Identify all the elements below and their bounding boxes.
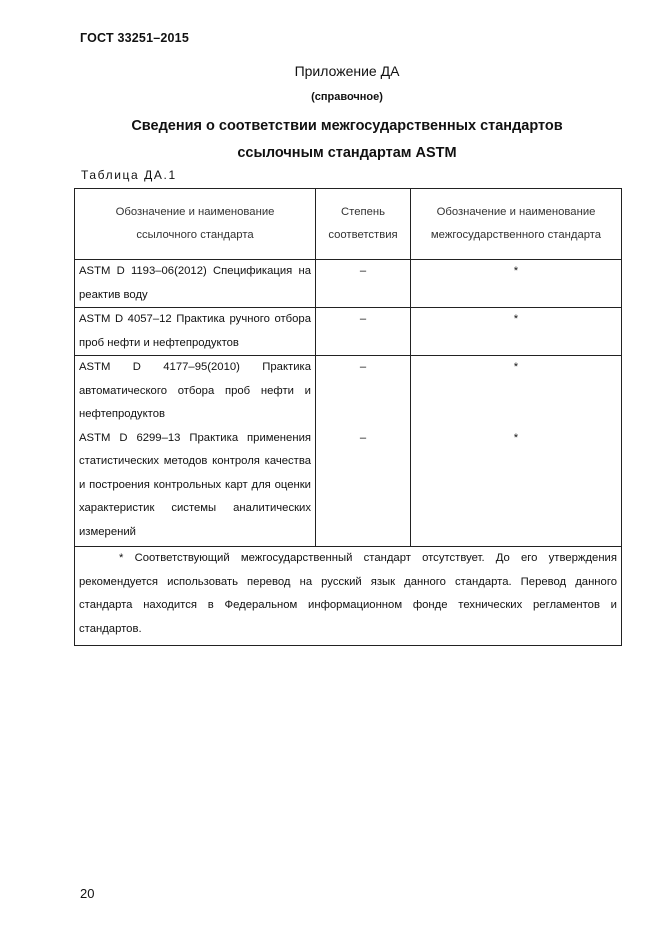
table-header-row [75,189,622,260]
row-degree: – [316,260,411,308]
row-interstate-standard: * [411,427,622,547]
table-caption: Таблица ДА.1 [81,168,177,182]
table-row [75,260,622,308]
row-referenced-standard: ASTM D 4057–12 Практика ручного отбора проб нефти и нефтепродуктов [75,308,316,356]
appendix-heading-line-2: ссылочным стандартам ASTM [237,145,457,161]
header-degree: Степень соответствия [316,189,411,260]
row-referenced-standard: ASTM D 4177–95(2010) Практика автоматического отбора проб нефти и нефтепродуктов [75,356,316,427]
table-row [75,308,622,356]
table-footnote-row [75,547,622,646]
table-footnote: * Соответствующий межгосударственный стандарт отсутствует. До его утверждения рекомендуется использовать перевод на русский язык данного стандарта. Перевод данного стандарта находится в Федеральном информационном фонде технических регламентов и стандартов. [75,547,622,646]
row-interstate-standard: * [411,308,622,356]
table-row [75,427,622,547]
row-degree: – [316,427,411,547]
row-referenced-standard: ASTM D 6299–13 Практика применения статистических методов контроля качества и построения контрольных карт для оценки характеристик системы аналитических измерений [75,427,316,547]
header-interstate-standard: Обозначение и наименование межгосударственного стандарта [411,189,622,260]
appendix-title: Приложение ДА [294,63,400,79]
row-referenced-standard: ASTM D 1193–06(2012) Спецификация на реактив воду [75,260,316,308]
correspondence-table [74,188,622,646]
appendix-heading [0,113,662,167]
row-interstate-standard: * [411,260,622,308]
row-degree: – [316,308,411,356]
header-referenced-standard: Обозначение и наименование ссылочного стандарта [75,189,316,260]
row-degree: – [316,356,411,427]
row-interstate-standard: * [411,356,622,427]
table-row [75,356,622,427]
appendix-heading-line-1: Сведения о соответствии межгосударственных стандартов [131,118,563,134]
appendix-note: (справочное) [311,91,383,103]
page-number: 20 [80,886,95,901]
correspondence-table-container [74,188,621,646]
standard-id: ГОСТ 33251–2015 [80,31,189,45]
